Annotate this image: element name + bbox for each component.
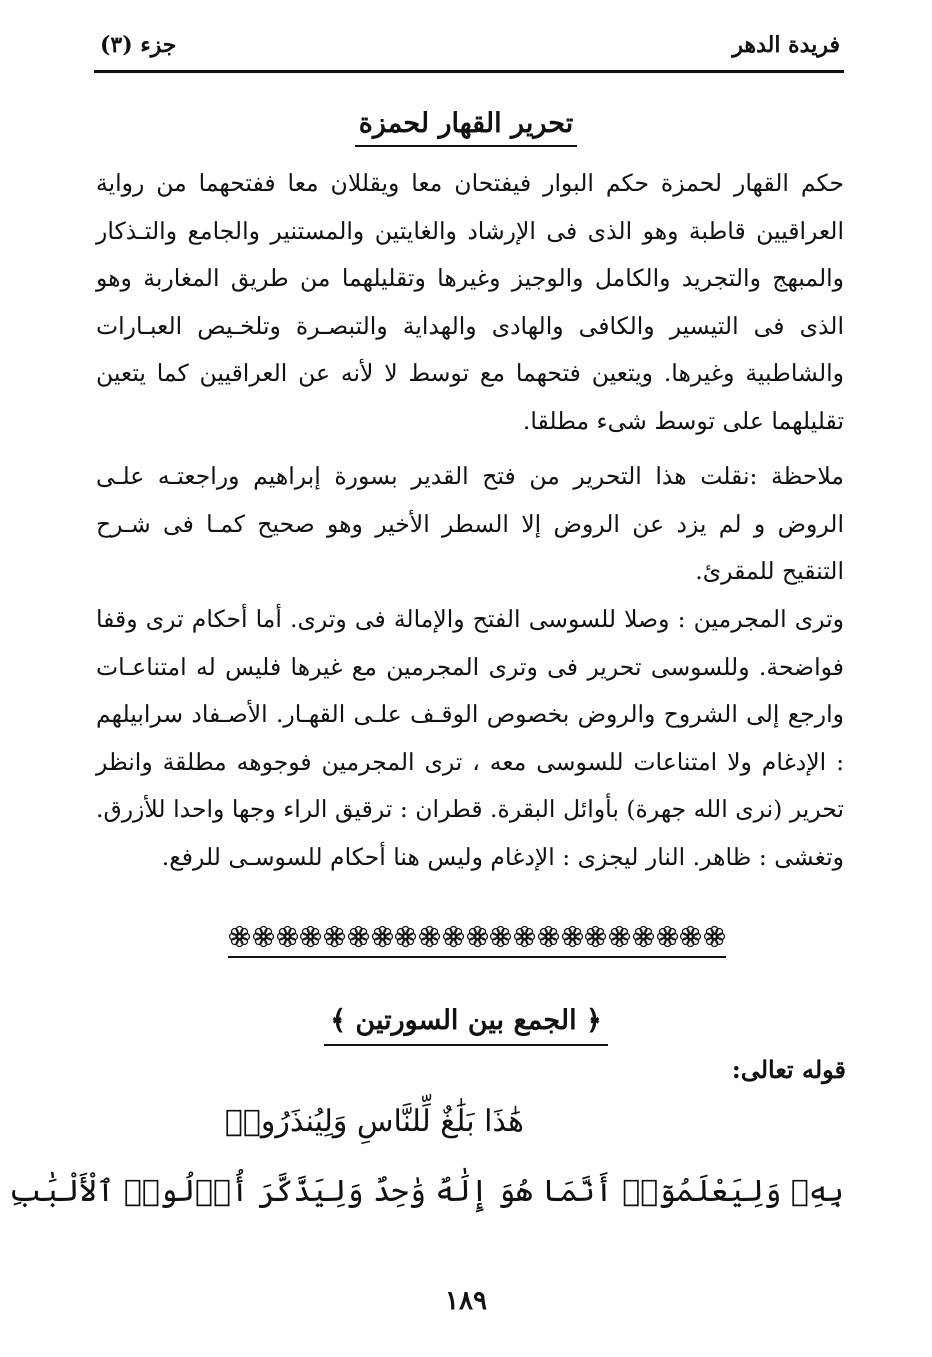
rosette-ornament-icon (371, 925, 394, 948)
verse-line-2 (0, 1174, 844, 1209)
rosette-ornament-icon (679, 925, 702, 948)
rosette-ornament-icon (466, 925, 489, 948)
rosette-ornament-icon (276, 925, 299, 948)
rosette-ornament-icon (656, 925, 679, 948)
paragraph-text: ملاحظة :نقلت هذا التحرير من فتح القدير بسورة إبراهيم وراجعتـه علـى الروض و لم يزد عن الروض إلا السطر الأخير وهو صحيح كمـا فى شـرح التنقيح للمقرئ. (96, 462, 844, 585)
section-heading-text: تحرير القهار لحمزة (355, 108, 577, 147)
rosette-ornament-icon (252, 925, 275, 948)
book-title: فريدة الدهر (732, 32, 840, 58)
rosette-ornament-icon (703, 925, 726, 948)
rosette-ornament-icon (394, 925, 417, 948)
rosette-ornament-icon (347, 925, 370, 948)
header-rule (94, 70, 844, 73)
quote-intro: قوله تعالى: (731, 1055, 846, 1084)
ornament-divider (228, 916, 726, 958)
paragraph-note (96, 453, 844, 596)
rosette-ornament-icon (584, 925, 607, 948)
section-heading (0, 108, 932, 147)
rosette-ornament-icon (228, 925, 251, 948)
subsection-heading-text: ﴿ الجمع بين السورتين ﴾ (324, 1005, 608, 1046)
subsection-heading (0, 1005, 932, 1046)
running-header (96, 28, 840, 68)
rosette-ornament-icon (632, 925, 655, 948)
rosette-ornament-icon (608, 925, 631, 948)
paragraph-commentary (96, 596, 844, 881)
paragraph-text: وترى المجرمين : وصلا للسوسى الفتح والإمالة فى وترى. أما أحكام ترى وقفا فواضحة. وللسوسى تحرير فى وترى المجرمين مع غيرها فليس له امتناعـات وارجع إلى الشروح والروض بخصوص الوقـف علـى القهـار. الأصـفاد سرابيلهم : الإدغام ولا امتناعات للسوسى معه ، ترى المجرمين فوجوهه مطلقة وانظر تحرير (نرى الله جهرة) بأوائل البقرة. قطران : ترقيق الراء وجها واحدا للأزرق. وتغشى : ظاهر. النار ليجزى : الإدغام وليس هنا أحكام للسوسـى للرفع. (96, 605, 844, 871)
rosette-ornament-icon (418, 925, 441, 948)
volume-label: جزء (٣) (100, 32, 177, 58)
rosette-ornament-icon (442, 925, 465, 948)
paragraph-tahrir (96, 160, 844, 445)
rosette-ornament-icon (323, 925, 346, 948)
verse-line-1: هَٰذَا بَلَٰغٌ لِّلنَّاسِ وَلِيُنذَرُوا۟ (224, 1104, 524, 1139)
rosette-ornament-icon (489, 925, 512, 948)
paragraph-text: حكم القهار لحمزة حكم البوار فيفتحان معا ويقللان معا ففتحهما من رواية العراقيين قاطبة وهو الذى فى الإرشاد والغايتين والمستنير والجامع والتـذكار والمبهج والتجريد والكامل والوجيز وغيرها وتقليلهما من طريق المغاربة وهو الذى فى التيسير والكافى والهادى والهداية والتبصـرة وتلخـيص العبـارات والشاطبية وغيرها. ويتعين فتحهما مع توسط لا لأنه عن العراقيين كما يتعين تقليلهما على توسط شىء مطلقا. (96, 169, 844, 435)
rosette-ornament-icon (513, 925, 536, 948)
rosette-ornament-icon (299, 925, 322, 948)
rosette-ornament-icon (537, 925, 560, 948)
verse-line-2-text: بِهِۦ وَلِيَعْلَمُوٓا۟ أَنَّمَا هُوَ إِلَٰهٌ وَٰحِدٌ وَلِيَذَّكَّرَ أُو۟لُوا۟ ٱلْأَلْبَٰبِ (8, 1174, 844, 1209)
rosette-ornament-icon (561, 925, 584, 948)
page-number: ١٨٩ (445, 1286, 487, 1316)
